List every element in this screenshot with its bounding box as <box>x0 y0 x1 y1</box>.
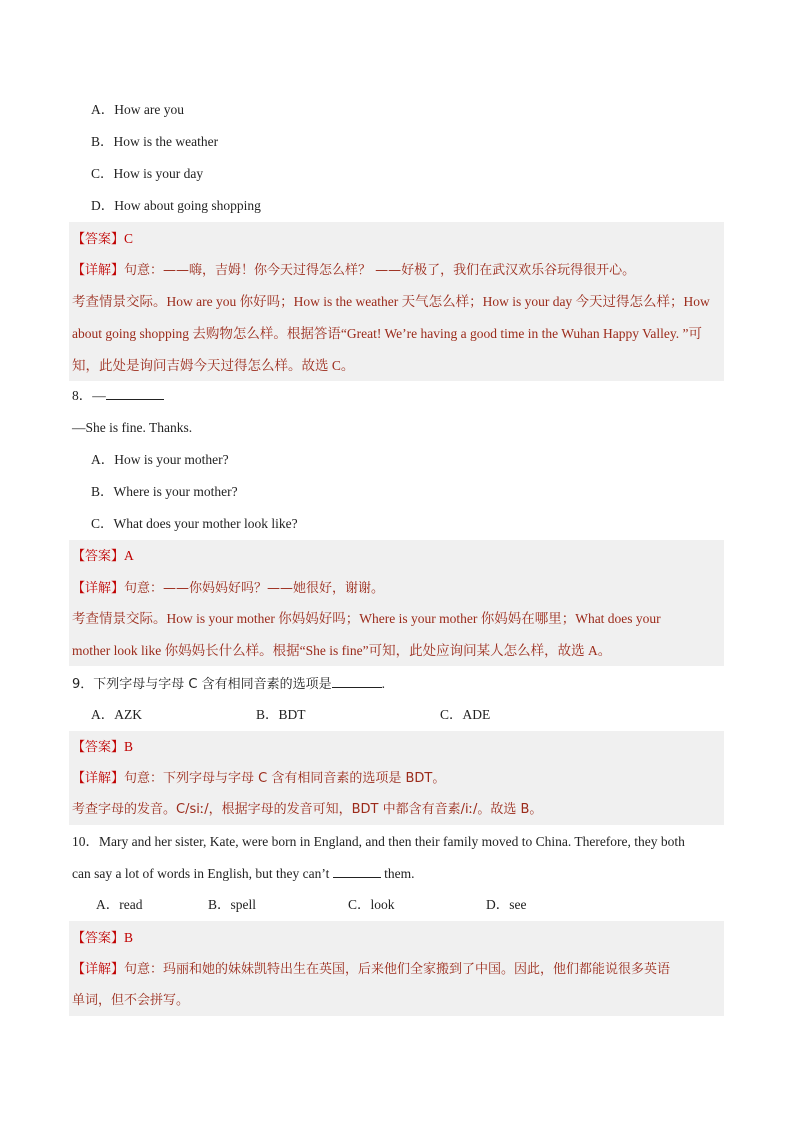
q10-option-a: A．read <box>96 897 143 912</box>
q7-detail-line3: about going shopping 去购物怎么样。根据答语“Great! We’re having a good time in the Wuhan Happy Valley. ”可 <box>72 326 703 341</box>
answer-label: 【答案】 <box>72 740 125 755</box>
q10-stem-line2 <box>72 865 414 883</box>
q8-option-b: B．Where is your mother? <box>91 484 238 499</box>
detail-text: 句意：——嗨，吉姆！你今天过得怎么样？ ——好极了，我们在武汉欢乐谷玩得很开心。 <box>124 263 636 278</box>
answer-label: 【答案】 <box>72 549 125 564</box>
q9-option-c: C．ADE <box>440 707 491 722</box>
q10-stem-line1: 10．Mary and her sister, Kate, were born in England, and then their family moved to China. Therefore, they both <box>72 834 685 849</box>
q8-option-a: A．How is your mother? <box>91 452 229 467</box>
q7-option-c: C．How is your day <box>91 166 204 181</box>
q7-option-a: A．How are you <box>91 102 184 117</box>
q8-detail-line1 <box>72 579 384 598</box>
q10-answer <box>72 929 133 948</box>
q10-option-d: D．see <box>486 897 527 912</box>
q9-blank <box>332 675 382 688</box>
q10-option-b: B．spell <box>208 897 257 912</box>
q9-detail-line1 <box>72 769 445 788</box>
q9-option-a: A．AZK <box>91 707 142 722</box>
detail-label: 【详解】 <box>72 962 125 977</box>
detail-label: 【详解】 <box>72 771 125 786</box>
q8-stem <box>72 387 164 405</box>
q8-answer <box>72 547 134 566</box>
q9-answer-box <box>69 731 724 825</box>
q8-option-c: C．What does your mother look like? <box>91 516 298 531</box>
q8-detail-line2: 考查情景交际。How is your mother 你妈妈好吗；Where is your mother 你妈妈在哪里；What does your <box>72 611 661 626</box>
q7-option-b: B．How is the weather <box>91 134 219 149</box>
detail-text: 句意：下列字母与字母 C 含有相同音素的选项是 BDT。 <box>124 771 446 786</box>
q10-detail-line1 <box>72 960 670 979</box>
detail-label: 【详解】 <box>72 263 125 278</box>
q8-answer-box <box>69 540 724 666</box>
q9-stem-end: . <box>381 676 385 691</box>
answer-value: B <box>124 739 134 754</box>
detail-text: 句意：玛丽和她的妹妹凯特出生在英国，后来他们全家搬到了中国。因此，他们都能说很多英语 <box>124 962 671 977</box>
q8-detail-line3: mother look like 你妈妈长什么样。根据“She is fine”可知，此处应询问某人怎么样，故选 A。 <box>72 643 612 658</box>
q9-stem <box>72 675 385 694</box>
q9-detail-line2: 考查字母的发音。C/siː/，根据字母的发音可知，BDT 中都含有音素/iː/。故选 B。 <box>72 802 543 817</box>
answer-value: B <box>124 930 134 945</box>
q8-stem-prefix: 8．— <box>72 388 106 403</box>
q10-option-c: C．look <box>348 897 395 912</box>
q7-detail-line4: 知，此处是询问吉姆今天过得怎么样。故选 C。 <box>72 358 355 373</box>
q9-stem-text: 9．下列字母与字母 C 含有相同音素的选项是 <box>72 677 332 692</box>
q10-detail-line2: 单词，但不会拼写。 <box>72 993 190 1008</box>
q7-answer <box>72 230 133 249</box>
answer-value: C <box>124 231 134 246</box>
q7-answer-box <box>69 222 724 381</box>
q10-answer-box <box>69 921 724 1016</box>
q9-option-b: B．BDT <box>256 707 306 722</box>
q8-stem-reply: —She is fine. Thanks. <box>72 420 193 435</box>
q7-detail-line2: 考查情景交际。How are you 你好吗；How is the weather 天气怎么样；How is your day 今天过得怎么样；How <box>72 294 710 309</box>
q7-detail-line1 <box>72 261 635 280</box>
q10-blank <box>333 865 381 878</box>
answer-label: 【答案】 <box>72 931 125 946</box>
detail-label: 【详解】 <box>72 581 125 596</box>
answer-value: A <box>124 548 134 563</box>
q7-option-d: D．How about going shopping <box>91 198 261 213</box>
q8-blank <box>106 387 164 400</box>
answer-label: 【答案】 <box>72 232 125 247</box>
q9-answer <box>72 738 133 757</box>
q10-stem-post: them. <box>384 866 415 881</box>
detail-text: 句意：——你妈妈好吗？——她很好，谢谢。 <box>124 581 385 596</box>
q10-stem-pre: can say a lot of words in English, but they can’t <box>72 866 330 881</box>
